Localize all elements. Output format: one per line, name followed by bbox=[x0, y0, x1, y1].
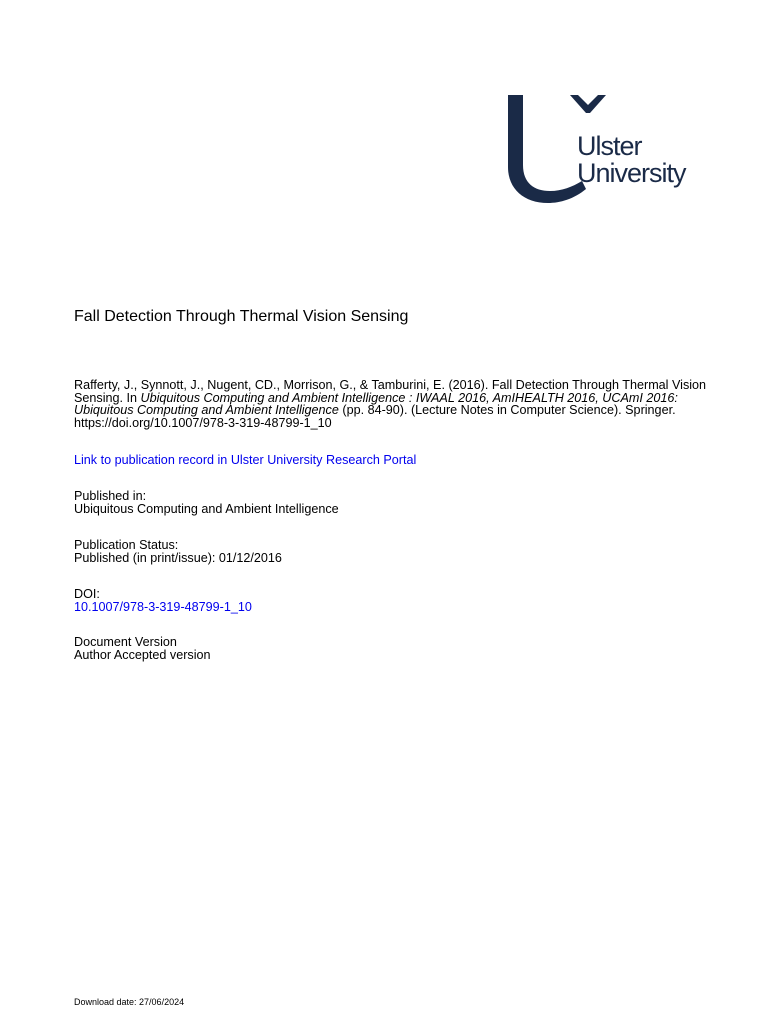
citation-book-title: Ubiquitous Computing and Ambient Intelligence : IWAAL 2016, AmIHEALTH 2016, UCAmI 2016: Ubiquitous Computing and Ambient Intelligence bbox=[74, 390, 678, 417]
doi-label: DOI: bbox=[74, 587, 100, 601]
published-in-section bbox=[74, 490, 339, 515]
ulster-university-logo bbox=[504, 93, 714, 205]
document-version-section bbox=[74, 636, 211, 661]
research-portal-link[interactable]: Link to publication record in Ulster University Research Portal bbox=[74, 453, 417, 467]
logo-line-2: University bbox=[577, 158, 686, 188]
doi-link[interactable]: 10.1007/978-3-319-48799-1_10 bbox=[74, 599, 252, 614]
logo-wordmark bbox=[577, 133, 686, 187]
citation-part-2: (pp. 84-90). (Lecture Notes in Computer Science). Springer. https://doi.org/10.1007/978-3-319-48799-1_10 bbox=[74, 403, 676, 430]
published-in-value: Ubiquitous Computing and Ambient Intelligence bbox=[74, 501, 339, 516]
publication-status-value: Published (in print/issue): 01/12/2016 bbox=[74, 550, 282, 565]
doi-section bbox=[74, 588, 252, 613]
publication-status-label: Publication Status: bbox=[74, 538, 179, 552]
logo-line-1: Ulster bbox=[577, 131, 642, 161]
published-in-label: Published in: bbox=[74, 489, 147, 503]
page-title: Fall Detection Through Thermal Vision Sensing bbox=[74, 308, 409, 325]
document-version-value: Author Accepted version bbox=[74, 647, 211, 662]
document-version-label: Document Version bbox=[74, 635, 177, 649]
citation-part-1: Rafferty, J., Synnott, J., Nugent, CD., Morrison, G., & Tamburini, E. (2016). Fall Detection Through Thermal Vision Sensing. In bbox=[74, 378, 707, 405]
citation bbox=[74, 379, 714, 429]
download-date: Download date: 27/06/2024 bbox=[74, 997, 185, 1007]
publication-status-section bbox=[74, 539, 282, 564]
